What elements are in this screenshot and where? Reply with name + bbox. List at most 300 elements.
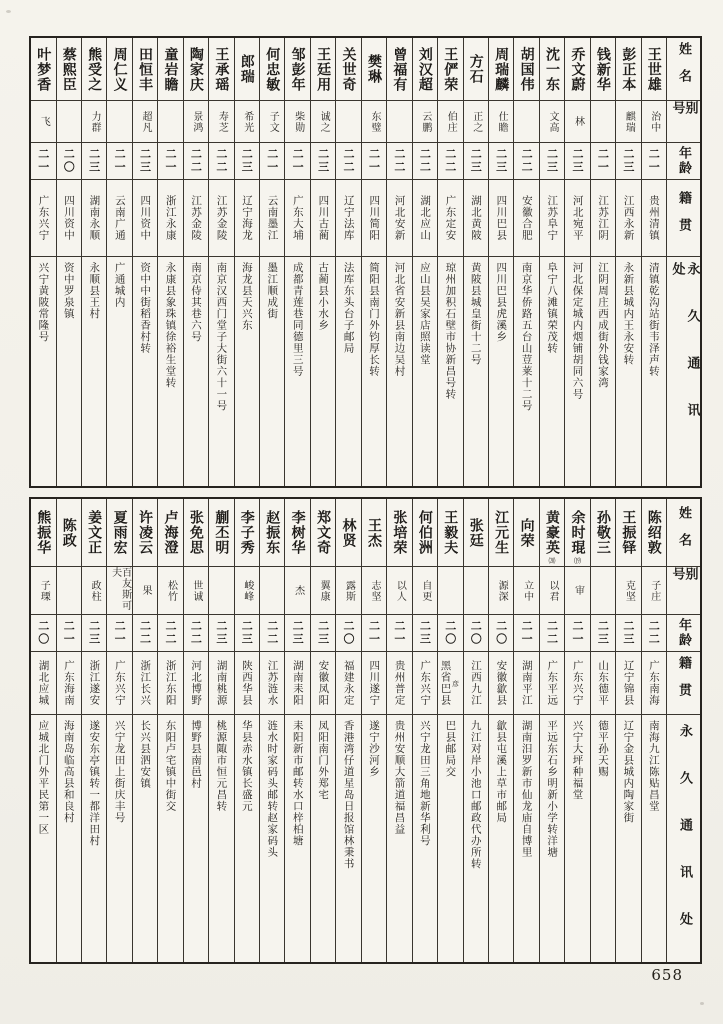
person-column xyxy=(412,38,437,486)
person-age-cell xyxy=(285,615,309,652)
person-native-place-cell xyxy=(31,180,55,257)
person-name-cell xyxy=(616,38,640,101)
person-alias: 云鹏 xyxy=(419,110,431,133)
header-address-label: 永久通讯处 xyxy=(676,723,692,959)
person-address-cell xyxy=(235,257,259,486)
person-age-cell xyxy=(540,615,564,652)
person-alias: 治中 xyxy=(648,110,660,133)
person-name-cell xyxy=(311,499,335,567)
person-age-cell xyxy=(387,143,411,180)
person-column xyxy=(31,38,55,486)
person-address-cell xyxy=(413,715,437,962)
person-column xyxy=(157,38,182,486)
person-age: 二一 xyxy=(596,148,610,174)
person-native-place: 贵州普定 xyxy=(393,660,406,706)
person-alias: 子瑮 xyxy=(38,579,50,602)
person-age-cell xyxy=(565,143,589,180)
person-age: 二一 xyxy=(113,620,127,646)
person-name-cell xyxy=(285,38,309,101)
person-alias-cell xyxy=(184,101,208,143)
person-native-place: 湖南耒阳 xyxy=(291,660,304,706)
person-age: 二三 xyxy=(138,148,152,174)
person-name: 卢海澄 xyxy=(162,510,179,555)
person-native-place-cell xyxy=(413,180,437,257)
person-age-cell xyxy=(565,615,589,652)
person-name: 何忠敏 xyxy=(264,46,281,92)
person-alias: 正之 xyxy=(470,110,482,133)
person-age-cell xyxy=(464,143,488,180)
person-name: 周瑞麟 xyxy=(493,46,510,92)
person-address: 遂安东亭镇转一都洋田村 xyxy=(88,720,101,847)
person-address: 阜宁八滩镇荣茂转 xyxy=(546,262,559,354)
person-alias-cell xyxy=(133,101,157,143)
person-age: 二二 xyxy=(520,148,534,174)
person-alias-cell xyxy=(336,101,360,143)
person-address-cell xyxy=(616,715,640,962)
person-name-cell xyxy=(82,499,106,567)
person-name-cell xyxy=(209,499,233,567)
header-address xyxy=(667,257,700,486)
header-address-label: 永久通讯处 xyxy=(669,262,700,450)
person-address-cell xyxy=(158,257,182,486)
person-name: 曾福有 xyxy=(391,46,408,92)
person-address: 应山县吴家店照读堂 xyxy=(418,262,431,366)
person-age-cell xyxy=(362,615,386,652)
header-column xyxy=(666,38,700,486)
person-alias-cell xyxy=(260,101,284,143)
person-native-place-cell xyxy=(31,652,55,715)
header-name xyxy=(667,38,700,101)
person-alias-cell xyxy=(107,101,131,143)
person-address: 永康县象珠镇徐裕生堂转 xyxy=(164,262,177,389)
person-native-place-cell xyxy=(184,652,208,715)
person-native-place: 江西永新 xyxy=(622,195,635,241)
person-age-cell xyxy=(362,143,386,180)
person-column xyxy=(437,38,462,486)
person-native-place-cell xyxy=(82,180,106,257)
person-alias-cell xyxy=(591,567,615,615)
person-age-cell xyxy=(642,143,666,180)
person-age-cell xyxy=(387,615,411,652)
person-native-place-cell xyxy=(260,180,284,257)
person-address-cell xyxy=(438,257,462,486)
person-name-cell xyxy=(57,38,81,101)
person-name-cell xyxy=(209,38,233,101)
person-column xyxy=(641,38,666,486)
person-column xyxy=(335,499,360,962)
person-age-cell xyxy=(642,615,666,652)
person-column xyxy=(590,38,615,486)
person-column xyxy=(310,499,335,962)
person-age: 二〇 xyxy=(36,620,50,646)
person-address-cell xyxy=(57,715,81,962)
person-alias: 诚之 xyxy=(318,110,330,133)
person-name-cell xyxy=(133,38,157,101)
person-alias-cell xyxy=(235,567,259,615)
person-age: 二三 xyxy=(316,620,330,646)
person-alias-cell xyxy=(438,101,462,143)
person-column xyxy=(539,38,564,486)
person-age: 二二 xyxy=(138,620,152,646)
person-name: 彭正本 xyxy=(620,46,637,92)
person-age: 二二 xyxy=(342,148,356,174)
person-address-cell xyxy=(260,257,284,486)
person-alias: 子庄 xyxy=(648,579,660,602)
person-address: 华县赤水镇长盛元 xyxy=(240,720,253,812)
person-alias: 立中 xyxy=(521,579,533,602)
person-age-cell xyxy=(184,615,208,652)
person-native-place-cell xyxy=(158,180,182,257)
person-address-cell xyxy=(387,257,411,486)
person-alias-cell xyxy=(616,101,640,143)
person-native-place: 广东定安 xyxy=(444,195,457,241)
person-address-cell xyxy=(285,257,309,486)
person-native-place: 江苏阜宁 xyxy=(546,195,559,241)
person-native-place-cell xyxy=(514,652,538,715)
person-alias-cell xyxy=(514,567,538,615)
person-alias: 柴勋 xyxy=(292,110,304,133)
person-column xyxy=(488,38,513,486)
person-name-cell xyxy=(260,499,284,567)
person-column xyxy=(56,38,81,486)
person-alias-cell xyxy=(311,567,335,615)
person-column xyxy=(310,38,335,486)
person-alias-cell xyxy=(464,101,488,143)
person-native-place-cell xyxy=(336,180,360,257)
person-name-cell xyxy=(184,38,208,101)
person-address-cell xyxy=(489,257,513,486)
person-address: 资中中街稻香村转 xyxy=(139,262,152,354)
person-address-cell xyxy=(235,715,259,962)
person-name: 张免思 xyxy=(187,510,204,555)
person-native-place-cell xyxy=(107,180,131,257)
person-native-place: 江苏金陵 xyxy=(190,195,203,241)
person-native-place: 安徽歙县 xyxy=(495,660,508,706)
person-name: 王毅夫 xyxy=(442,510,459,555)
person-alias: 超凡 xyxy=(140,110,152,133)
person-alias: 力群 xyxy=(89,110,101,133)
person-age-cell xyxy=(489,615,513,652)
person-name-cell xyxy=(336,38,360,101)
person-age-cell xyxy=(107,143,131,180)
person-native-place: 安徽凤阳 xyxy=(317,660,330,706)
person-age-cell xyxy=(82,143,106,180)
person-name-cell xyxy=(438,499,462,567)
person-address-cell xyxy=(133,257,157,486)
person-name-cell xyxy=(591,38,615,101)
person-native-place-cell xyxy=(642,180,666,257)
person-native-place: 广东海南 xyxy=(62,660,75,706)
person-native-place-cell xyxy=(107,652,131,715)
person-address-cell xyxy=(616,257,640,486)
person-native-place: 广东大埔 xyxy=(291,195,304,241)
person-alias-cell xyxy=(260,567,284,615)
person-name-cell xyxy=(591,499,615,567)
person-column xyxy=(386,499,411,962)
person-native-place: 浙江遂安 xyxy=(88,660,101,706)
person-address-cell xyxy=(82,257,106,486)
person-age-cell xyxy=(57,615,81,652)
person-column xyxy=(564,499,589,962)
person-column xyxy=(641,499,666,962)
person-native-place-cell xyxy=(591,180,615,257)
person-name: 关世奇 xyxy=(340,46,357,92)
person-native-place-cell xyxy=(387,652,411,715)
person-address-cell xyxy=(31,257,55,486)
person-column xyxy=(463,499,488,962)
person-age: 二二 xyxy=(214,148,228,174)
person-address-cell xyxy=(540,715,564,962)
person-alias: 子文 xyxy=(267,110,279,133)
person-name: 钱新华 xyxy=(594,46,611,92)
person-address: 清镇乾沟站街韦泽声转 xyxy=(647,262,660,377)
header-alias xyxy=(667,101,700,143)
person-name: 余时琨 xyxy=(569,510,586,555)
person-alias: 政柱 xyxy=(89,579,101,602)
person-alias-cell xyxy=(82,101,106,143)
person-name: 方石 xyxy=(467,54,484,84)
person-name-cell xyxy=(514,38,538,101)
person-alias-cell xyxy=(57,101,81,143)
person-native-place-cell xyxy=(464,180,488,257)
person-column xyxy=(463,38,488,486)
person-address: 古蔺县小水乡 xyxy=(317,262,330,331)
person-name-cell xyxy=(285,499,309,567)
person-column xyxy=(615,499,640,962)
person-alias-cell xyxy=(413,567,437,615)
person-address-cell xyxy=(336,257,360,486)
person-column xyxy=(615,38,640,486)
person-native-place: 河北宛平 xyxy=(571,195,584,241)
person-age: 二三 xyxy=(87,148,101,174)
person-age-cell xyxy=(235,615,259,652)
person-age-cell xyxy=(413,143,437,180)
person-alias-cell xyxy=(31,101,55,143)
person-name: 胡国伟 xyxy=(518,46,535,92)
person-native-place: 四川资中 xyxy=(139,195,152,241)
person-name: 夏雨宏 xyxy=(111,510,128,555)
person-name-cell xyxy=(438,38,462,101)
person-native-place-cell xyxy=(209,180,233,257)
person-name: 陈政 xyxy=(60,517,77,548)
person-alias-cell xyxy=(184,567,208,615)
person-alias-cell xyxy=(82,567,106,615)
person-age-cell xyxy=(514,143,538,180)
person-address: 四川巴县虎溪乡 xyxy=(495,262,508,343)
person-address-cell xyxy=(311,715,335,962)
person-alias-cell xyxy=(565,567,589,615)
person-name-cell xyxy=(616,499,640,567)
person-age-cell xyxy=(107,615,131,652)
person-address: 法库东头台子邮局 xyxy=(342,262,355,354)
person-address-cell xyxy=(642,257,666,486)
directory-table-bottom xyxy=(29,497,702,964)
person-alias-cell xyxy=(285,567,309,615)
person-address-cell xyxy=(413,257,437,486)
person-age: 二一 xyxy=(163,148,177,174)
person-column xyxy=(284,499,309,962)
person-alias: 仕瞻 xyxy=(496,110,508,133)
person-native-place-cell xyxy=(260,652,284,715)
person-alias-cell xyxy=(591,101,615,143)
person-alias: 露斯 xyxy=(343,579,355,602)
person-native-place: 四川简阳 xyxy=(368,195,381,241)
person-address: 海龙县天兴东 xyxy=(240,262,253,331)
person-name-cell xyxy=(413,499,437,567)
person-age-cell xyxy=(489,143,513,180)
person-native-place: 江苏江阴 xyxy=(597,195,610,241)
person-native-place: 江苏涟水 xyxy=(266,660,279,706)
person-native-place-cell xyxy=(616,652,640,715)
person-age-cell xyxy=(591,615,615,652)
person-age: 二二 xyxy=(163,620,177,646)
person-alias-cell xyxy=(362,567,386,615)
person-alias-cell xyxy=(413,101,437,143)
person-column xyxy=(412,499,437,962)
person-column xyxy=(513,499,538,962)
person-age-cell xyxy=(285,143,309,180)
person-native-place: 广东平远 xyxy=(546,660,559,706)
person-native-place: 黑省巴县 xyxy=(439,660,452,706)
header-age xyxy=(667,143,700,180)
person-age-cell xyxy=(311,143,335,180)
person-native-place-cell xyxy=(311,652,335,715)
person-address: 南京侍其巷六号 xyxy=(189,262,202,343)
person-column xyxy=(590,499,615,962)
person-name: 王俨荣 xyxy=(442,46,459,92)
person-age-cell xyxy=(260,615,284,652)
person-column xyxy=(208,38,233,486)
person-column xyxy=(234,499,259,962)
person-age: 二二 xyxy=(392,148,406,174)
header-name xyxy=(667,499,700,567)
person-native-place-cell xyxy=(591,652,615,715)
person-native-place-cell xyxy=(464,652,488,715)
person-age: 二一 xyxy=(113,148,127,174)
person-alias-cell xyxy=(565,101,589,143)
person-age: 二三 xyxy=(214,620,228,646)
header-age-label: 年龄 xyxy=(676,618,691,648)
person-address: 耒阳新市邮转水口梓柏塘 xyxy=(291,720,304,847)
person-address: 平远东石乡明新小学转洋塘 xyxy=(546,720,559,858)
person-name-cell xyxy=(235,38,259,101)
person-column xyxy=(183,38,208,486)
person-name-cell xyxy=(184,499,208,567)
person-age: 二〇 xyxy=(62,148,76,174)
person-name-cell xyxy=(311,38,335,101)
person-address-cell xyxy=(464,257,488,486)
person-age: 二〇 xyxy=(443,620,457,646)
person-name: 李子秀 xyxy=(238,510,255,555)
person-native-place-cell xyxy=(133,652,157,715)
person-name-cell xyxy=(362,499,386,567)
person-age-cell xyxy=(31,615,55,652)
person-native-place-cell xyxy=(235,180,259,257)
person-column xyxy=(259,499,284,962)
person-address-cell xyxy=(184,715,208,962)
person-name-cell xyxy=(642,38,666,101)
person-name-cell xyxy=(107,38,131,101)
person-address: 兴宁黄陂常隆号 xyxy=(37,262,50,343)
person-column xyxy=(259,38,284,486)
person-native-place-cell xyxy=(209,652,233,715)
person-address-cell xyxy=(565,715,589,962)
person-age: 二二 xyxy=(647,620,661,646)
person-native-place-cell xyxy=(438,180,462,257)
native-footnote-mark: 彦 xyxy=(451,679,460,687)
person-alias-cell xyxy=(514,101,538,143)
person-alias-cell xyxy=(387,101,411,143)
person-age: 二三 xyxy=(316,148,330,174)
person-name-cell xyxy=(540,38,564,101)
person-address: 兴宁大坪种福堂 xyxy=(571,720,584,801)
person-native-place: 广东兴宁 xyxy=(113,660,126,706)
person-name: 陈绍敦 xyxy=(645,510,662,555)
person-alias: 文高 xyxy=(547,110,559,133)
person-native-place: 四川巴县 xyxy=(495,195,508,241)
person-address-cell xyxy=(514,715,538,962)
person-native-place: 四川古蔺 xyxy=(317,195,330,241)
person-address-cell xyxy=(591,715,615,962)
person-name: 赵振东 xyxy=(264,510,281,555)
person-address: 黄陂县城皇街十二号 xyxy=(469,262,482,366)
person-column xyxy=(361,38,386,486)
person-address-cell xyxy=(158,715,182,962)
person-alias: 以人 xyxy=(394,579,406,602)
header-native xyxy=(667,652,700,715)
person-native-place: 湖南永顺 xyxy=(88,195,101,241)
person-native-place: 广东南海 xyxy=(648,660,661,706)
person-name-cell xyxy=(158,499,182,567)
person-age-cell xyxy=(311,615,335,652)
person-column xyxy=(437,499,462,962)
person-alias-cell xyxy=(464,567,488,615)
person-column xyxy=(335,38,360,486)
person-name: 李树华 xyxy=(289,510,306,555)
person-native-place: 湖北黄陂 xyxy=(469,195,482,241)
person-native-place-cell xyxy=(438,652,462,715)
person-name: 孙敬三 xyxy=(594,510,611,555)
person-name-cell xyxy=(489,499,513,567)
name-footnote-mark: ⒇ xyxy=(548,557,557,564)
page-number: 658 xyxy=(651,966,683,984)
person-native-place: 福建永定 xyxy=(342,660,355,706)
person-alias: 审 xyxy=(572,585,584,596)
header-age xyxy=(667,615,700,652)
person-age: 二一 xyxy=(367,620,381,646)
person-address: 河北保定城内烟铺胡同六号 xyxy=(571,262,584,400)
person-alias-cell xyxy=(489,567,513,615)
person-native-place-cell xyxy=(184,180,208,257)
person-name-cell xyxy=(31,499,55,567)
person-age: 二一 xyxy=(570,620,584,646)
person-address-cell xyxy=(362,257,386,486)
person-native-place-cell xyxy=(133,180,157,257)
person-age-cell xyxy=(158,615,182,652)
person-native-place-cell xyxy=(336,652,360,715)
person-address: 墨江顺成街 xyxy=(266,262,279,320)
person-name-cell xyxy=(362,38,386,101)
person-name: 郑文奇 xyxy=(315,510,332,555)
person-address: 南京汉西门堂子大街六十一号 xyxy=(215,262,228,412)
person-alias-cell xyxy=(57,567,81,615)
person-age: 二二 xyxy=(189,148,203,174)
person-native-place-cell xyxy=(285,180,309,257)
person-address-cell xyxy=(107,715,131,962)
person-native-place: 广东兴宁 xyxy=(419,660,432,706)
person-name-cell xyxy=(133,499,157,567)
person-name-cell xyxy=(464,499,488,567)
